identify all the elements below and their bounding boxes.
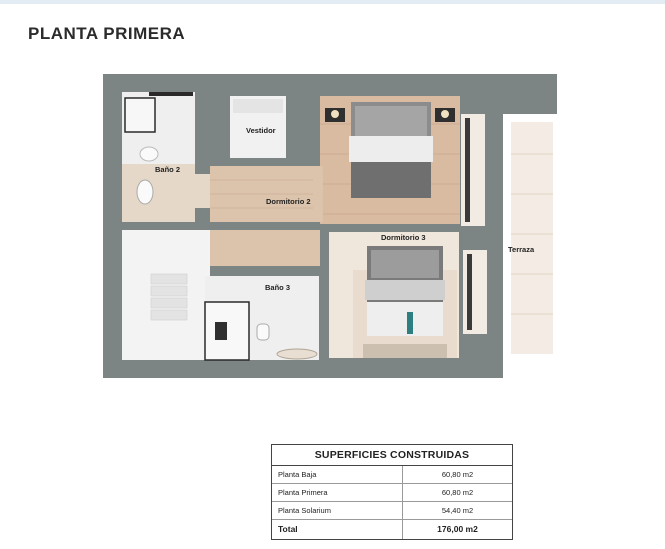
surfaces-table-header: SUPERFICIES CONSTRUIDAS bbox=[272, 445, 512, 466]
toilet-bano2 bbox=[140, 147, 158, 161]
toilet-bano3 bbox=[257, 324, 269, 340]
rug-dormitorio3 bbox=[363, 344, 447, 358]
window-dormitorio-1 bbox=[461, 114, 485, 226]
shower-bano2 bbox=[125, 98, 155, 132]
label-terraza: Terraza bbox=[508, 245, 535, 254]
row-value: 54,40 m2 bbox=[441, 506, 474, 515]
label-vestidor: Vestidor bbox=[246, 126, 276, 135]
table-row bbox=[272, 502, 512, 520]
sink-bano3 bbox=[277, 349, 317, 359]
row-label: Planta Baja bbox=[272, 466, 403, 483]
table-row-total bbox=[272, 520, 512, 539]
sink-bano2 bbox=[137, 180, 153, 204]
surfaces-table bbox=[271, 444, 513, 540]
terraza-floor bbox=[511, 122, 553, 354]
top-bar bbox=[0, 0, 665, 4]
window-dormitorio-3 bbox=[463, 250, 487, 334]
table-row bbox=[272, 484, 512, 502]
floor-plan bbox=[103, 74, 557, 378]
row-value: 176,00 m2 bbox=[437, 524, 478, 534]
row-label: Planta Primera bbox=[272, 484, 403, 501]
label-bano3: Baño 3 bbox=[265, 283, 291, 292]
row-label: Total bbox=[272, 520, 403, 539]
page-title: PLANTA PRIMERA bbox=[28, 24, 186, 43]
label-bano2: Baño 2 bbox=[155, 165, 181, 174]
label-dormitorio3: Dormitorio 3 bbox=[381, 233, 426, 242]
table-row bbox=[272, 466, 512, 484]
row-label: Planta Solarium bbox=[272, 502, 403, 519]
label-dormitorio2: Dormitorio 2 bbox=[266, 197, 311, 206]
hall-floor bbox=[210, 230, 320, 266]
row-value: 60,80 m2 bbox=[441, 488, 474, 497]
row-value: 60,80 m2 bbox=[441, 470, 474, 479]
